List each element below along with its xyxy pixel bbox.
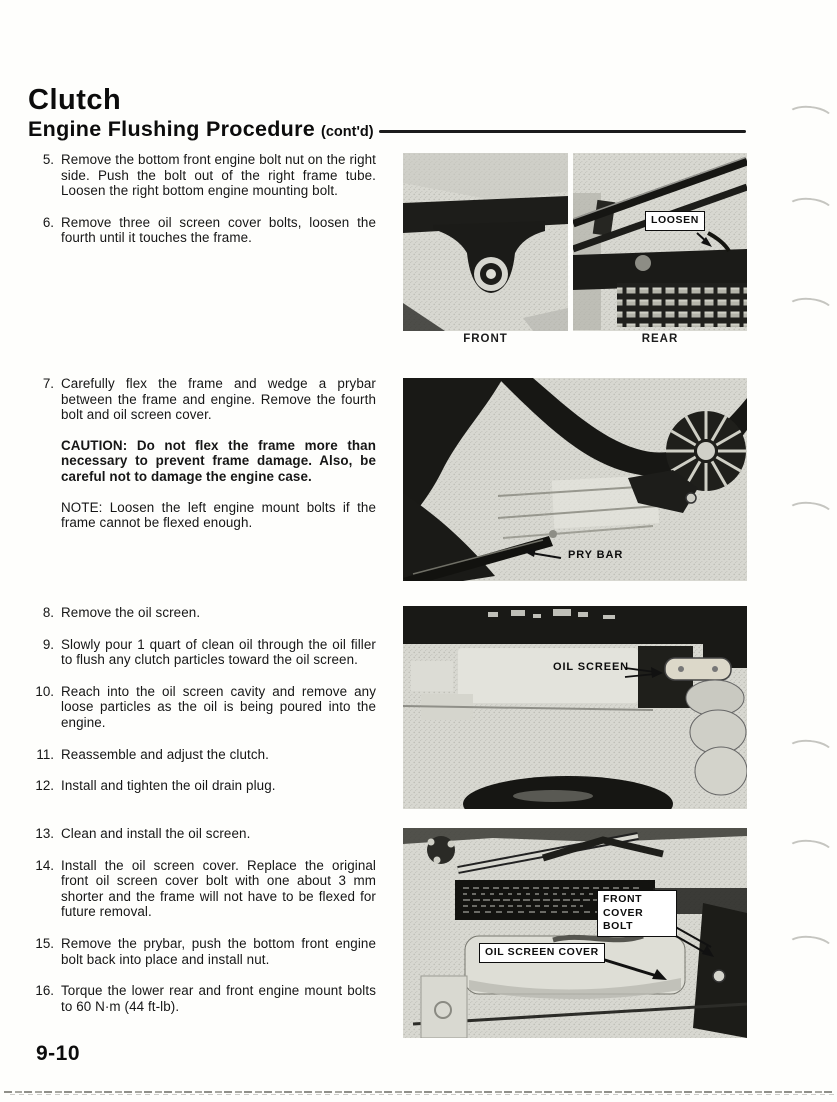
caption-rear: REAR: [641, 333, 679, 345]
rear-mount-photo-image: [573, 153, 747, 331]
steps-group-8-12: [30, 605, 376, 794]
section-title: Engine Flushing Procedure: [28, 117, 316, 141]
steps-group-13-16: [30, 826, 376, 1014]
step-7: [30, 376, 376, 423]
page-bottom-edge-shadow: [10, 1094, 835, 1095]
step-15: [30, 936, 376, 967]
step-text: Install and tighten the oil drain plug.: [61, 778, 276, 794]
step-12: [30, 778, 376, 794]
section-rule: [379, 130, 746, 133]
step-number: 11.: [36, 746, 54, 762]
section-heading: [28, 117, 374, 142]
step-number: 8.: [42, 605, 54, 620]
step-text: Reach into the oil screen cavity and remove any loose particles as the oil is being poured into the engine.: [61, 683, 376, 730]
page-curl-mark: [785, 738, 835, 767]
step-8: [30, 605, 376, 621]
step-text: Install the oil screen cover. Replace the original front oil screen cover bolt with one about 3 mm shorter and the frame will not have to be flexed for future removal.: [61, 857, 376, 920]
page-curl-mark: [785, 934, 835, 963]
step-text: Carefully flex the frame and wedge a prybar between the frame and engine. Remove the fourth bolt and oil screen cover.: [61, 376, 376, 423]
step-text: Slowly pour 1 quart of clean oil through the oil filler to flush any clutch particles toward the oil screen.: [61, 636, 376, 668]
page-curl-mark: [785, 838, 835, 867]
photo-front-engine-mount: [403, 153, 568, 331]
front-cover-bolt-callout: FRONT COVER BOLT: [597, 890, 677, 937]
step-text: Remove the bottom front engine bolt nut on the right side. Push the bolt out of the right frame tube. Loosen the right bottom engine mounting bolt.: [61, 152, 376, 199]
step-14: [30, 858, 376, 920]
oil-screen-cover-callout: OIL SCREEN COVER: [479, 943, 605, 963]
page-curl-mark: [785, 296, 835, 325]
step-16: [30, 983, 376, 1014]
page-number: 9-10: [36, 1042, 81, 1065]
note-paragraph: NOTE: Loosen the left engine mount bolts if the frame cannot be flexed enough.: [61, 499, 376, 531]
step-number: 5.: [42, 152, 54, 167]
step-number: 14.: [35, 857, 54, 873]
step-13: [30, 826, 376, 842]
step-5: [30, 152, 376, 199]
step-number: 12.: [35, 778, 54, 794]
steps-group-7: [30, 376, 376, 531]
pry-bar-label: PRY BAR: [568, 549, 624, 561]
oil-screen-photo-image: [403, 606, 747, 809]
step-text: Remove the prybar, push the bottom front engine bolt back into place and install nut.: [61, 935, 376, 967]
step-number: 9.: [42, 636, 54, 652]
caption-front: FRONT: [463, 333, 508, 345]
step-9: [30, 637, 376, 668]
photo-oil-screen: [403, 606, 747, 809]
section-contd: (cont'd): [321, 124, 374, 140]
step-6: [30, 215, 376, 246]
caution-paragraph: CAUTION: Do not flex the frame more than necessary to prevent frame damage. Also, be careful not to damage the engine case.: [61, 437, 376, 484]
step-text: Torque the lower rear and front engine mount bolts to 60 N·m (44 ft-lb).: [61, 983, 376, 1014]
loosen-callout: LOOSEN: [645, 211, 705, 231]
page-curl-mark: [785, 500, 835, 529]
chapter-title: Clutch: [28, 84, 122, 116]
photo-oil-screen-cover: [403, 828, 747, 1038]
step-text: Remove three oil screen cover bolts, loosen the fourth until it touches the frame.: [61, 214, 376, 246]
step-11: [30, 747, 376, 763]
step-number: 15.: [35, 935, 54, 951]
step-number: 7.: [42, 376, 54, 391]
steps-group-5-6: [30, 152, 376, 246]
step-text: Reassemble and adjust the clutch.: [61, 746, 269, 762]
front-mount-photo-image: [403, 153, 568, 331]
step-text: Clean and install the oil screen.: [61, 826, 251, 841]
photo-rear-engine-mount: [573, 153, 747, 331]
page-curl-mark: [785, 104, 835, 133]
step-number: 16.: [35, 983, 54, 999]
step-number: 10.: [35, 683, 54, 699]
step-number: 13.: [35, 826, 54, 841]
oil-screen-cover-photo-image: [403, 828, 747, 1038]
step-number: 6.: [42, 214, 54, 230]
page-bottom-edge: [4, 1091, 833, 1093]
photo-pry-bar: [403, 378, 747, 581]
page-curl-mark: [785, 196, 835, 225]
step-10: [30, 684, 376, 731]
step-text: Remove the oil screen.: [61, 605, 201, 620]
oil-screen-label: OIL SCREEN: [553, 661, 630, 673]
